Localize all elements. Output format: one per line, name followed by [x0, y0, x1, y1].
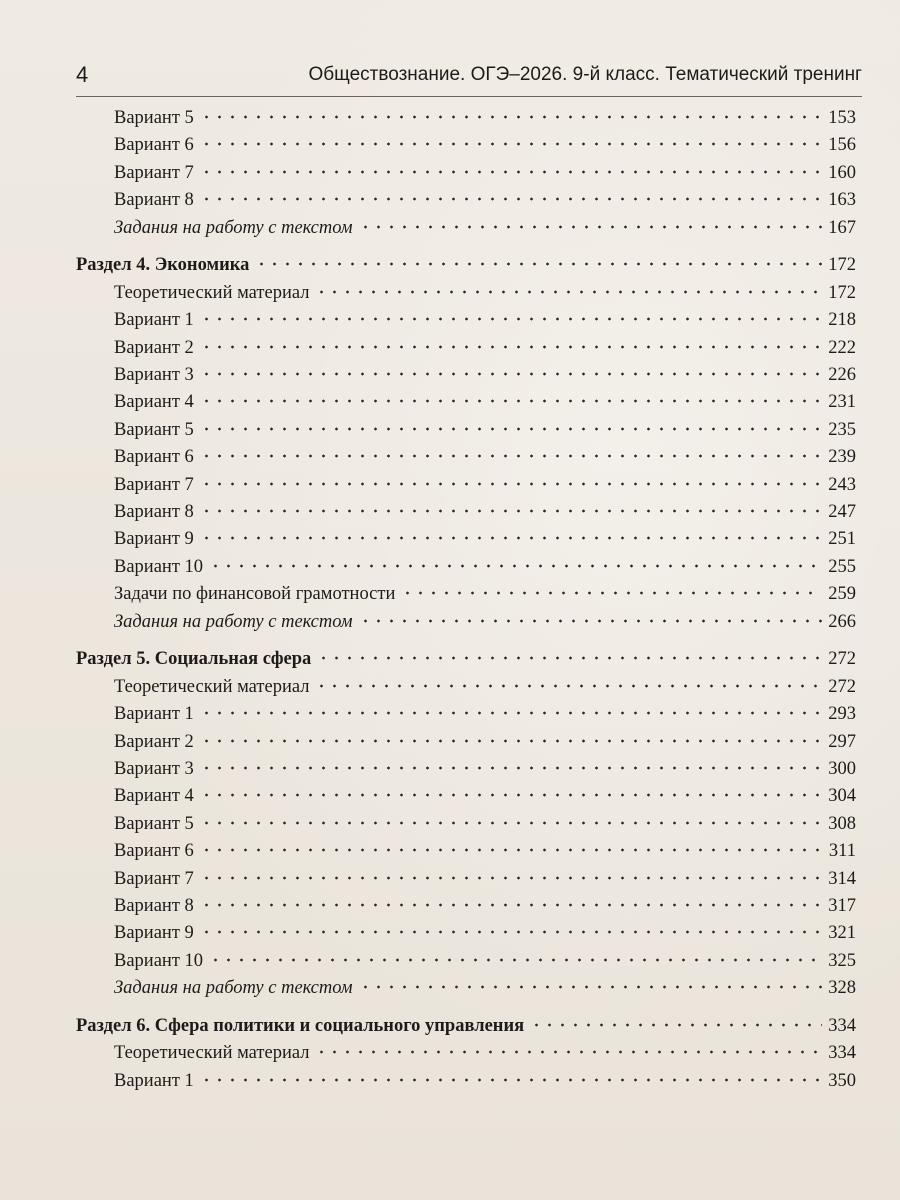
toc-entry[interactable]: [76, 1068, 856, 1095]
toc-entry-page-number: 293: [828, 704, 856, 725]
toc-entry-page-number: 167: [828, 217, 856, 238]
toc-entry-page-number: 231: [828, 392, 856, 413]
dot-leader: [209, 561, 822, 571]
toc-entry[interactable]: [76, 581, 856, 608]
toc-entry[interactable]: [76, 472, 856, 499]
dot-leader: [200, 506, 822, 516]
toc-entry-label: Вариант 10: [114, 556, 204, 577]
toc-entry-page-number: 297: [828, 731, 856, 752]
toc-entry[interactable]: [76, 866, 856, 893]
toc-entry-page-number: 153: [828, 108, 856, 128]
toc-entry-page-number: 172: [828, 255, 856, 276]
toc-entry[interactable]: [76, 554, 856, 581]
toc-entry-page-number: 226: [828, 365, 856, 386]
toc-entry[interactable]: [76, 701, 856, 728]
toc-entry[interactable]: [76, 307, 856, 334]
dot-leader: [200, 927, 822, 937]
toc-section-entry[interactable]: [76, 646, 856, 673]
dot-leader: [200, 424, 822, 434]
dot-leader: [200, 736, 822, 746]
toc-entry-label: Теоретический материал: [114, 1043, 310, 1064]
toc-entry-page-number: 300: [828, 758, 856, 779]
dot-leader: [200, 763, 822, 773]
toc-entry-label: Задачи по финансовой грамотности: [114, 584, 396, 605]
page-number: 4: [76, 62, 89, 87]
toc-entry-page-number: 314: [828, 868, 856, 889]
dot-leader: [315, 1047, 822, 1057]
toc-entry-page-number: 334: [828, 1016, 856, 1036]
toc-entry[interactable]: [76, 389, 856, 416]
toc-entry-page-number: 222: [828, 337, 856, 358]
toc-entry-page-number: 321: [828, 923, 856, 944]
dot-leader: [200, 369, 822, 379]
toc-entry-page-number: 259: [828, 584, 856, 605]
toc-entry-label: Вариант 7: [114, 474, 194, 495]
dot-leader: [200, 708, 822, 718]
toc-entry[interactable]: [76, 417, 856, 444]
toc-entry-label: Вариант 6: [114, 135, 194, 156]
toc-entry-label: Вариант 8: [114, 895, 194, 916]
toc-entry-page-number: 235: [828, 419, 856, 440]
toc-entry-page-number: 311: [828, 841, 856, 862]
dot-leader: [200, 451, 822, 461]
toc-entry-label: Вариант 4: [114, 392, 194, 413]
toc-entry-page-number: 218: [828, 310, 856, 331]
toc-entry[interactable]: [76, 526, 856, 553]
toc-entry-label: Вариант 2: [114, 337, 194, 358]
toc-entry-page-number: 243: [828, 474, 856, 495]
toc-entry[interactable]: [76, 920, 856, 947]
toc-entry-label: Вариант 9: [114, 529, 194, 550]
toc-entry[interactable]: [76, 187, 856, 214]
dot-leader: [200, 479, 822, 489]
toc-entry-page-number: 272: [828, 676, 856, 697]
toc-entry[interactable]: [76, 674, 856, 701]
toc-entry-page-number: 317: [828, 895, 856, 916]
toc-entry[interactable]: [76, 783, 856, 810]
toc-entry-label: Вариант 8: [114, 501, 194, 522]
dot-leader: [401, 588, 822, 598]
dot-leader: [200, 396, 822, 406]
toc-entry-label: Вариант 5: [114, 419, 194, 440]
toc-entry-page-number: 328: [828, 978, 856, 999]
dot-leader: [200, 139, 822, 149]
toc-entry-label: Вариант 7: [114, 162, 194, 183]
toc-section-entry[interactable]: [76, 1013, 856, 1040]
toc-entry[interactable]: [76, 838, 856, 865]
toc-entry-label: Вариант 6: [114, 841, 194, 862]
dot-leader: [200, 1075, 822, 1085]
toc-entry[interactable]: [76, 280, 856, 307]
dot-leader: [530, 1020, 822, 1030]
toc-entry-label: Вариант 7: [114, 868, 194, 889]
toc-entry-label: Вариант 6: [114, 447, 194, 468]
toc-entry-label: Вариант 8: [114, 190, 194, 211]
dot-leader: [200, 167, 822, 177]
page-header: [76, 62, 862, 92]
toc-entry[interactable]: [76, 609, 856, 636]
toc-entry[interactable]: [76, 215, 856, 242]
toc-entry-label: Вариант 9: [114, 923, 194, 944]
toc-entry[interactable]: [76, 1040, 856, 1067]
toc-entry-label: Вариант 2: [114, 731, 194, 752]
toc-entry[interactable]: [76, 362, 856, 389]
toc-entry-page-number: 255: [828, 556, 856, 577]
toc-entry-label: Раздел 5. Социальная сфера: [76, 649, 312, 670]
toc-entry-label: Вариант 3: [114, 758, 194, 779]
toc-entry-label: Вариант 1: [114, 310, 194, 331]
toc-entry-label: Теоретический материал: [114, 282, 310, 303]
dot-leader: [317, 653, 822, 663]
toc-entry[interactable]: [76, 811, 856, 838]
toc-section-entry[interactable]: [76, 252, 856, 279]
toc-entry-page-number: 334: [828, 1043, 856, 1064]
header-rule: [76, 96, 862, 97]
toc-entry-label: Раздел 6. Сфера политики и социального управления: [76, 1016, 525, 1036]
dot-leader: [200, 194, 822, 204]
toc-entry[interactable]: [76, 975, 856, 1002]
toc-entry[interactable]: [76, 948, 856, 975]
dot-leader: [200, 790, 822, 800]
toc-entry-page-number: 156: [828, 135, 856, 156]
toc-entry-page-number: 325: [828, 950, 856, 971]
dot-leader: [200, 342, 822, 352]
toc-entry-label: Теоретический материал: [114, 676, 310, 697]
dot-leader: [200, 112, 822, 122]
toc-entry-page-number: 308: [828, 813, 856, 834]
toc-entry[interactable]: [76, 756, 856, 783]
toc-entry-page-number: 251: [828, 529, 856, 550]
toc-entry[interactable]: [76, 160, 856, 187]
toc-entry-page-number: 266: [828, 611, 856, 632]
running-title: Обществознание. ОГЭ–2026. 9-й класс. Тематический тренинг: [308, 64, 862, 85]
dot-leader: [200, 845, 823, 855]
toc-entry[interactable]: [76, 499, 856, 526]
toc-entry[interactable]: [76, 132, 856, 159]
toc-entry-label: Вариант 3: [114, 365, 194, 386]
dot-leader: [315, 287, 822, 297]
toc-entry-label: Задания на работу с текстом: [114, 217, 353, 238]
toc-entry-label: Вариант 10: [114, 950, 204, 971]
dot-leader: [359, 222, 823, 232]
toc-entry[interactable]: [76, 893, 856, 920]
dot-leader: [200, 818, 822, 828]
toc-entry-page-number: 172: [828, 282, 856, 303]
toc-entry-page-number: 163: [828, 190, 856, 211]
toc-entry-page-number: 304: [828, 786, 856, 807]
toc-entry-label: Раздел 4. Экономика: [76, 255, 250, 276]
dot-leader: [200, 873, 822, 883]
toc-entry[interactable]: [76, 335, 856, 362]
table-of-contents: [76, 105, 856, 1095]
dot-leader: [200, 900, 822, 910]
toc-entry-page-number: 160: [828, 162, 856, 183]
dot-leader: [359, 616, 823, 626]
toc-entry-label: Вариант 5: [114, 813, 194, 834]
dot-leader: [359, 982, 823, 992]
toc-entry-label: Вариант 4: [114, 786, 194, 807]
toc-entry-page-number: 350: [828, 1070, 856, 1091]
toc-entry-page-number: 239: [828, 447, 856, 468]
toc-entry-label: Задания на работу с текстом: [114, 978, 353, 999]
toc-entry-label: Задания на работу с текстом: [114, 611, 353, 632]
dot-leader: [200, 533, 822, 543]
dot-leader: [209, 955, 822, 965]
toc-entry-label: Вариант 1: [114, 1070, 194, 1091]
toc-entry[interactable]: [76, 444, 856, 471]
toc-entry-page-number: 247: [828, 501, 856, 522]
toc-entry[interactable]: [76, 105, 856, 132]
toc-entry-label: Вариант 1: [114, 704, 194, 725]
toc-entry-label: Вариант 5: [114, 108, 194, 128]
dot-leader: [200, 314, 822, 324]
toc-entry[interactable]: [76, 729, 856, 756]
toc-entry-page-number: 272: [828, 649, 856, 670]
dot-leader: [315, 681, 822, 691]
dot-leader: [255, 259, 822, 269]
